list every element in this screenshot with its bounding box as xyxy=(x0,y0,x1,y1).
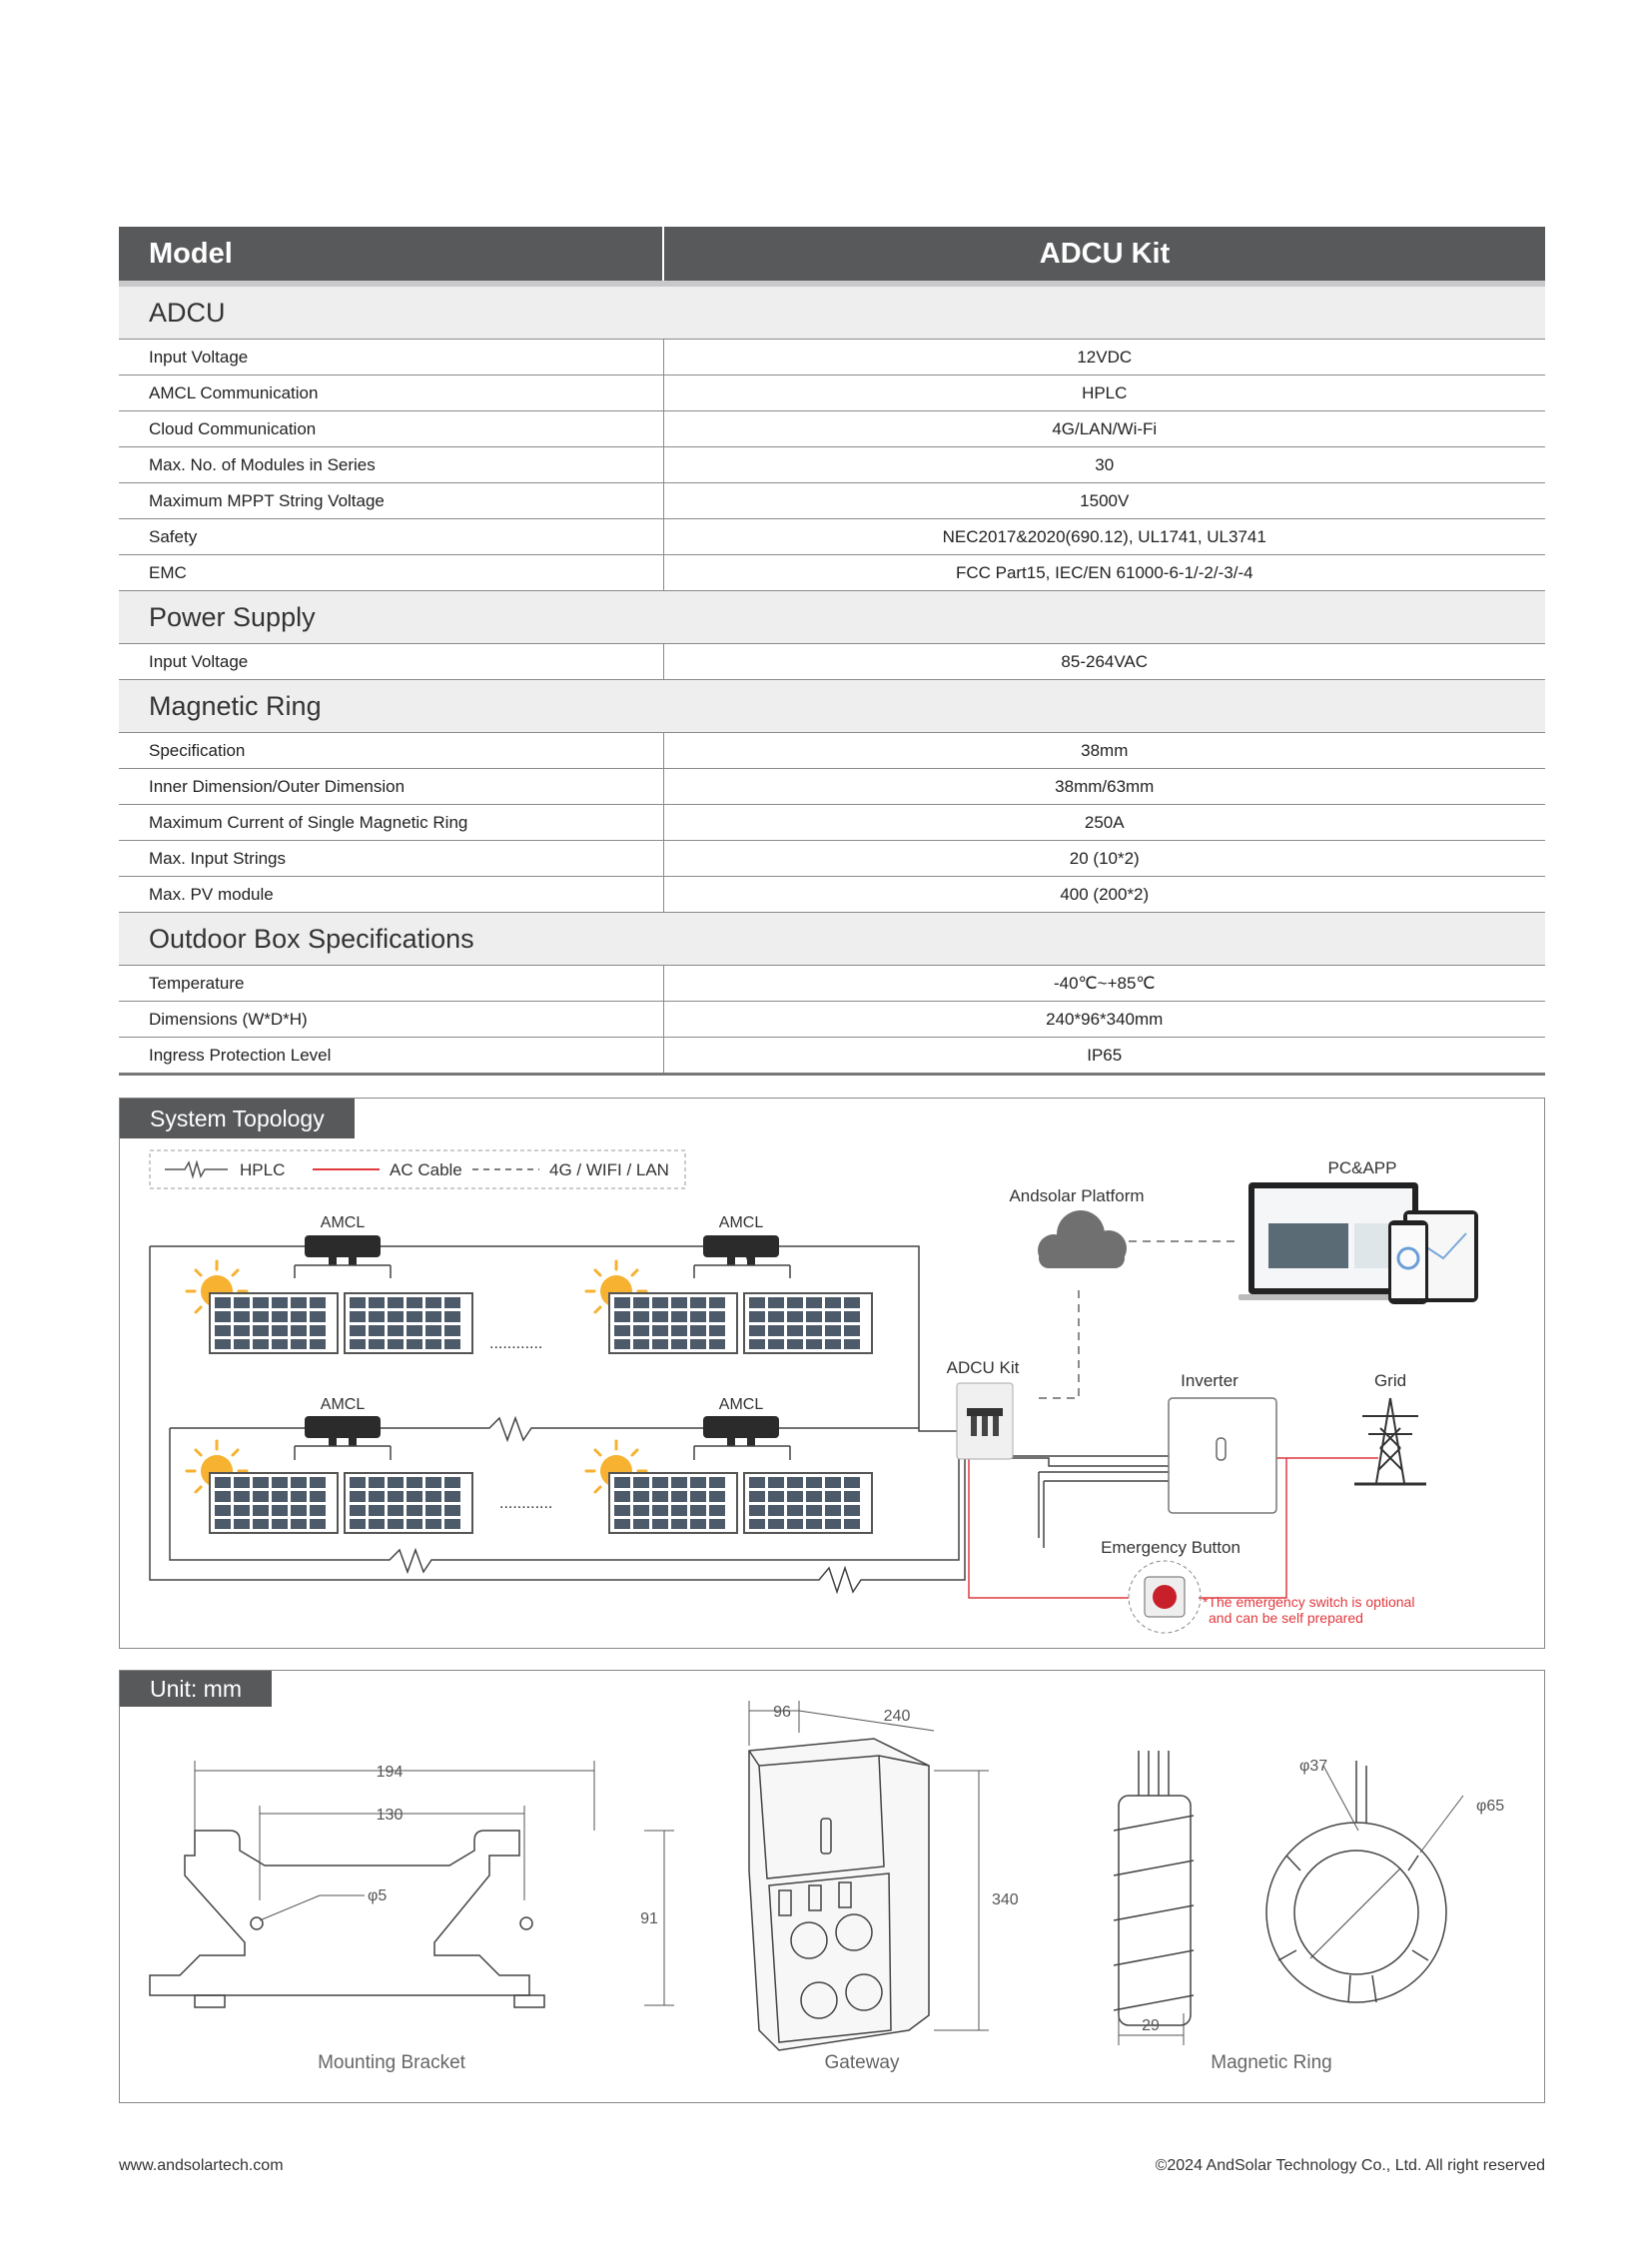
emergency-label: Emergency Button xyxy=(1101,1538,1240,1557)
table-row xyxy=(119,375,1545,411)
model-header: Model xyxy=(119,227,663,284)
spec-value: 85-264VAC xyxy=(663,644,1545,680)
system-topology-panel xyxy=(119,1098,1545,1649)
table-row xyxy=(119,644,1545,680)
table-row xyxy=(119,555,1545,591)
table-row xyxy=(119,1002,1545,1038)
bracket-caption: Mounting Bracket xyxy=(318,2052,465,2073)
spec-table-body xyxy=(119,284,1545,1075)
spec-value: 12VDC xyxy=(663,340,1545,375)
spec-value: 1500V xyxy=(663,483,1545,519)
table-row xyxy=(119,966,1545,1002)
hplc-wiring xyxy=(150,1236,1169,1592)
legend-wireless: 4G / WIFI / LAN xyxy=(549,1160,669,1179)
amcl-label: AMCL xyxy=(718,1214,764,1231)
spec-label: Maximum Current of Single Magnetic Ring xyxy=(119,805,663,841)
spec-value: 20 (10*2) xyxy=(663,841,1545,877)
magnetic-ring-front-drawing xyxy=(1266,1761,1446,2002)
section-title: ADCU xyxy=(119,284,1545,340)
table-row xyxy=(119,411,1545,447)
spec-value: 38mm/63mm xyxy=(663,769,1545,805)
footer-copyright: ©2024 AndSolar Technology Co., Ltd. All right reserved xyxy=(1155,2157,1545,2174)
inverter-label: Inverter xyxy=(1181,1371,1239,1390)
gateway-width: 240 xyxy=(883,1708,911,1725)
ring-caption: Magnetic Ring xyxy=(1211,2052,1332,2073)
spec-label: Max. Input Strings xyxy=(119,841,663,877)
kit-header: ADCU Kit xyxy=(663,227,1545,284)
spec-value: 250A xyxy=(663,805,1545,841)
section-title: Magnetic Ring xyxy=(119,680,1545,733)
section-header-row xyxy=(119,913,1545,966)
bracket-width-outer: 194 xyxy=(376,1764,404,1781)
dimension-drawings xyxy=(120,1671,1544,2102)
emergency-note-line2: and can be self prepared xyxy=(1209,1610,1363,1626)
spec-value: FCC Part15, IEC/EN 61000-6-1/-2/-3/-4 xyxy=(663,555,1545,591)
adcu-kit-device xyxy=(957,1383,1013,1459)
spec-label: Cloud Communication xyxy=(119,411,663,447)
legend-ac: AC Cable xyxy=(390,1160,462,1179)
spec-value: 30 xyxy=(663,447,1545,483)
ring-outer-diameter: φ65 xyxy=(1476,1798,1505,1815)
ring-inner-diameter: φ37 xyxy=(1299,1758,1328,1775)
table-row xyxy=(119,1038,1545,1075)
spec-value: HPLC xyxy=(663,375,1545,411)
dimensions-panel xyxy=(119,1670,1545,2103)
spec-value: 400 (200*2) xyxy=(663,877,1545,913)
ring-thickness: 29 xyxy=(1142,2017,1160,2034)
spec-label: EMC xyxy=(119,555,663,591)
table-row xyxy=(119,483,1545,519)
bracket-width-inner: 130 xyxy=(376,1807,404,1824)
legend-hplc: HPLC xyxy=(240,1160,286,1179)
grid-label: Grid xyxy=(1373,1371,1407,1390)
amcl-label: AMCL xyxy=(320,1396,366,1413)
amcl-label: AMCL xyxy=(718,1396,764,1413)
spec-value: 4G/LAN/Wi-Fi xyxy=(663,411,1545,447)
spec-label: Ingress Protection Level xyxy=(119,1038,663,1075)
spec-value: NEC2017&2020(690.12), UL1741, UL3741 xyxy=(663,519,1545,555)
pcapp-label: PC&APP xyxy=(1327,1158,1397,1177)
section-header-row xyxy=(119,680,1545,733)
spec-value: -40℃~+85℃ xyxy=(663,966,1545,1002)
table-row xyxy=(119,340,1545,375)
footer-website[interactable]: www.andsolartech.com xyxy=(119,2157,284,2174)
gateway-caption: Gateway xyxy=(824,2052,900,2073)
spec-label: Max. No. of Modules in Series xyxy=(119,447,663,483)
spec-label: Dimensions (W*D*H) xyxy=(119,1002,663,1038)
table-row xyxy=(119,519,1545,555)
platform-label: Andsolar Platform xyxy=(1009,1186,1145,1205)
gateway-drawing xyxy=(749,1739,929,2050)
adcu-label: ADCU Kit xyxy=(946,1358,1020,1377)
spec-table xyxy=(119,227,1545,1076)
table-row xyxy=(119,805,1545,841)
spec-label: Input Voltage xyxy=(119,340,663,375)
section-title: Power Supply xyxy=(119,591,1545,644)
mounting-bracket-drawing xyxy=(150,1831,544,2007)
section-title: Outdoor Box Specifications xyxy=(119,913,1545,966)
spec-label: AMCL Communication xyxy=(119,375,663,411)
spec-label: Inner Dimension/Outer Dimension xyxy=(119,769,663,805)
spec-label: Maximum MPPT String Voltage xyxy=(119,483,663,519)
gateway-height: 340 xyxy=(992,1891,1019,1908)
hplc-legend-icon xyxy=(165,1162,228,1176)
spec-label: Specification xyxy=(119,733,663,769)
series-dots: ............ xyxy=(489,1335,543,1352)
emergency-note-line1: *The emergency switch is optional xyxy=(1203,1594,1415,1610)
spec-label: Safety xyxy=(119,519,663,555)
spec-label: Max. PV module xyxy=(119,877,663,913)
spec-value: 38mm xyxy=(663,733,1545,769)
phone-icon xyxy=(1388,1220,1428,1304)
inverter-icon xyxy=(1169,1398,1276,1513)
table-row xyxy=(119,733,1545,769)
grid-tower-icon xyxy=(1354,1398,1426,1484)
series-dots: ............ xyxy=(499,1495,553,1512)
section-header-row xyxy=(119,591,1545,644)
topology-diagram xyxy=(120,1099,1544,1648)
section-header-row xyxy=(119,284,1545,340)
table-row xyxy=(119,447,1545,483)
cloud-icon xyxy=(1038,1210,1127,1268)
emergency-button-icon xyxy=(1129,1561,1201,1633)
bracket-hole: φ5 xyxy=(368,1887,388,1904)
spec-label: Input Voltage xyxy=(119,644,663,680)
table-row xyxy=(119,841,1545,877)
spec-value: 240*96*340mm xyxy=(663,1002,1545,1038)
gateway-depth: 96 xyxy=(773,1704,791,1721)
unit-title: Unit: mm xyxy=(120,1671,272,1707)
table-header-row xyxy=(119,227,1545,284)
topology-title: System Topology xyxy=(120,1099,355,1138)
spec-value: IP65 xyxy=(663,1038,1545,1075)
magnetic-ring-side-drawing xyxy=(1114,1751,1194,2025)
table-row xyxy=(119,877,1545,913)
amcl-label: AMCL xyxy=(320,1214,366,1231)
table-row xyxy=(119,769,1545,805)
bracket-height: 91 xyxy=(640,1910,658,1927)
spec-label: Temperature xyxy=(119,966,663,1002)
